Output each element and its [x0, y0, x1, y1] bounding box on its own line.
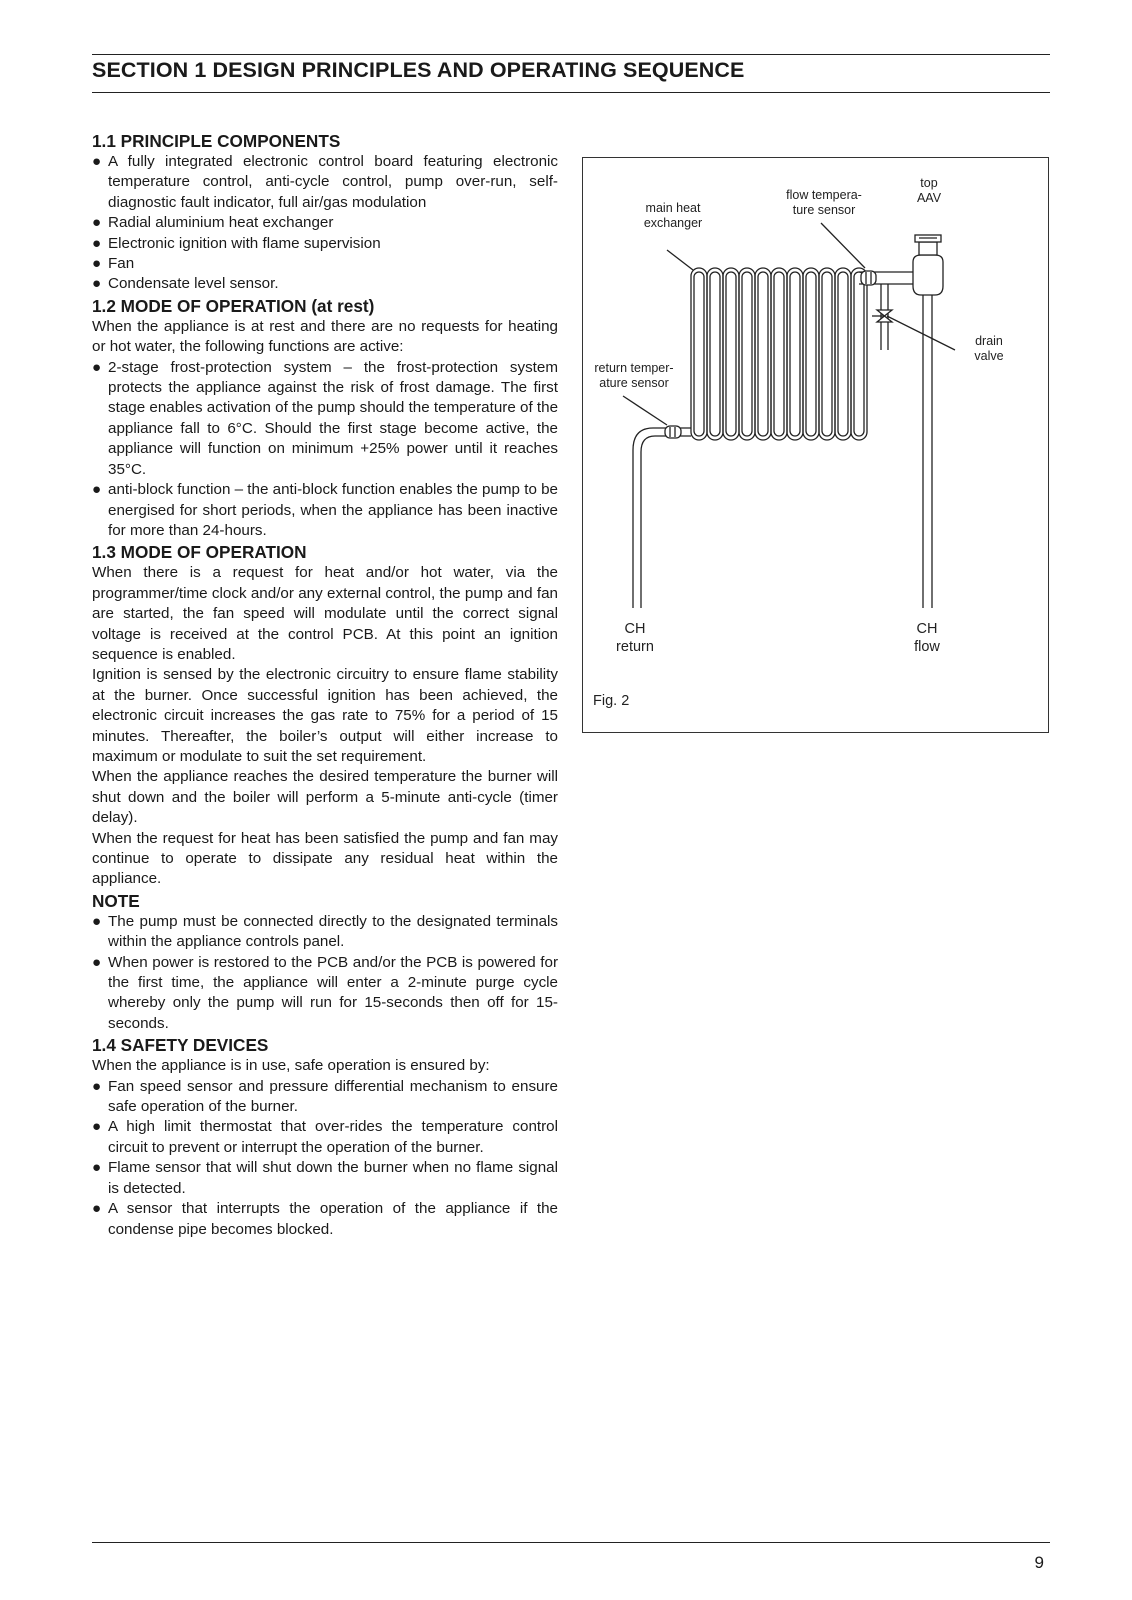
list-item: ● Condensate level sensor. [92, 274, 558, 294]
mode-at-rest-list [92, 358, 558, 542]
safety-devices-list [92, 1077, 558, 1240]
bullet-icon: ● [92, 953, 102, 971]
principle-components-list [92, 152, 558, 295]
figure-caption: Fig. 2 [593, 693, 630, 709]
label-return-temperature-sensor: return temper- ature sensor [594, 361, 674, 390]
header-rule-top [92, 54, 1050, 55]
list-item: ● The pump must be connected directly to the designated terminals within the appliance controls panel. [92, 912, 558, 951]
bullet-icon: ● [92, 1159, 102, 1177]
coil-loops-icon [691, 268, 867, 440]
bullet-icon: ● [92, 1200, 102, 1218]
bullet-icon: ● [92, 481, 102, 499]
heading-principle-components: 1.1 PRINCIPLE COMPONENTS [92, 131, 341, 151]
bullet-icon: ● [92, 912, 102, 930]
return-pipe-inner [641, 436, 691, 608]
heading-safety-devices: 1.4 SAFETY DEVICES [92, 1035, 269, 1056]
label-ch-flow: CH flow [914, 621, 940, 655]
list-item: ● A sensor that interrupts the operation of the appliance if the condense pipe becomes blocked. [92, 1200, 558, 1238]
list-item: ● Fan [92, 254, 558, 274]
list-item: ● When power is restored to the PCB and/or the PCB is powered for the first time, the appliance will enter a 2-minute purge cycle whereby only the pump will run for 15-seconds then off for 15-seconds. [92, 953, 558, 1032]
mode-at-rest-intro: When the appliance is at rest and there are no requests for heating or hot water, the following functions are active: [92, 317, 558, 356]
section-title: SECTION 1 DESIGN PRINCIPLES AND OPERATING SEQUENCE [92, 58, 745, 82]
bullet-icon: ● [92, 358, 102, 376]
text-column [92, 130, 558, 1240]
flow-sensor-icon [861, 271, 876, 285]
paragraph: When the appliance reaches the desired temperature the burner will shut down and the boiler will perform a 5-minute anti-cycle (timer delay). [92, 768, 558, 827]
bullet-icon: ● [92, 1118, 102, 1136]
bullet-icon: ● [92, 214, 102, 232]
safety-devices-intro: When the appliance is in use, safe operation is ensured by: [92, 1057, 490, 1075]
list-item: ● Flame sensor that will shut down the burner when no flame signal is detected. [92, 1159, 558, 1197]
list-item: ● A high limit thermostat that over-rides the temperature control circuit to prevent or interrupt the operation of the burner. [92, 1118, 558, 1156]
list-item: ● 2-stage frost-protection system – the frost-protection system protects the appliance against the risk of frost damage. The first stage enables activation of the pump should the temperature of the appliance fall to 6°C. Should the first stage become active, the appliance will function on minimum +25% power until it reaches 35°C. [92, 358, 559, 478]
label-ch-return: CH return [616, 621, 654, 655]
heading-note: NOTE [92, 890, 140, 911]
heading-mode-of-operation: 1.3 MODE OF OPERATION [92, 542, 307, 563]
paragraph: When there is a request for heat and/or hot water, via the programmer/time clock and/or any external control, the pump and fan are started, the fan speed will modulate until the correct signal voltage is received at the control PCB. At this point an ignition sequence is enabled. [92, 564, 558, 663]
bullet-icon: ● [92, 275, 102, 293]
list-item: ● anti-block function – the anti-block function enables the pump to be energised for short periods, when the appliance has been inactive for more than 24-hours. [92, 481, 559, 539]
heading-mode-at-rest: 1.2 MODE OF OPERATION (at rest) [92, 295, 375, 316]
label-drain-valve: drain valve [974, 334, 1004, 363]
header-vessel-icon [913, 255, 943, 295]
note-list [92, 912, 558, 1034]
aav-icon [919, 242, 937, 255]
bullet-icon: ● [92, 255, 102, 273]
list-item: ● Fan speed sensor and pressure differential mechanism to ensure safe operation of the burner. [92, 1077, 558, 1116]
bullet-icon: ● [92, 153, 102, 170]
header-rule-bottom [92, 92, 1050, 93]
list-item: ● Electronic ignition with flame supervision [92, 234, 558, 254]
label-top-aav: top AAV [916, 176, 942, 205]
paragraph: When the request for heat has been satisfied the pump and fan may continue to operate to dissipate any residual heat within the appliance. [92, 829, 558, 888]
label-flow-temperature-sensor: flow tempera- ture sensor [786, 188, 862, 217]
footer-rule [92, 1542, 1050, 1543]
label-main-heat-exchanger: main heat exchanger [643, 201, 703, 230]
bullet-icon: ● [92, 234, 102, 252]
list-item: ● Radial aluminium heat exchanger [92, 213, 558, 233]
paragraph: Ignition is sensed by the electronic circuitry to ensure flame stability at the burner. Once successful ignition has been achieved, the electronic circuit increases the gas rate to 75% for a period of 15 minutes. Thereafter, the boiler’s output will either increase to maximum or modulate to suit the set requirement. [92, 666, 558, 765]
bullet-icon: ● [92, 1077, 102, 1095]
figure-heat-exchanger-diagram [582, 157, 1049, 733]
return-sensor-icon [665, 426, 681, 438]
list-item: ● A fully integrated electronic control board featuring electronic temperature control, anti-cycle control, pump over-run, self-diagnostic fault indicator, full air/gas modulation [92, 153, 558, 211]
page-number: 9 [1034, 1553, 1044, 1572]
return-pipe-outer [633, 428, 691, 608]
